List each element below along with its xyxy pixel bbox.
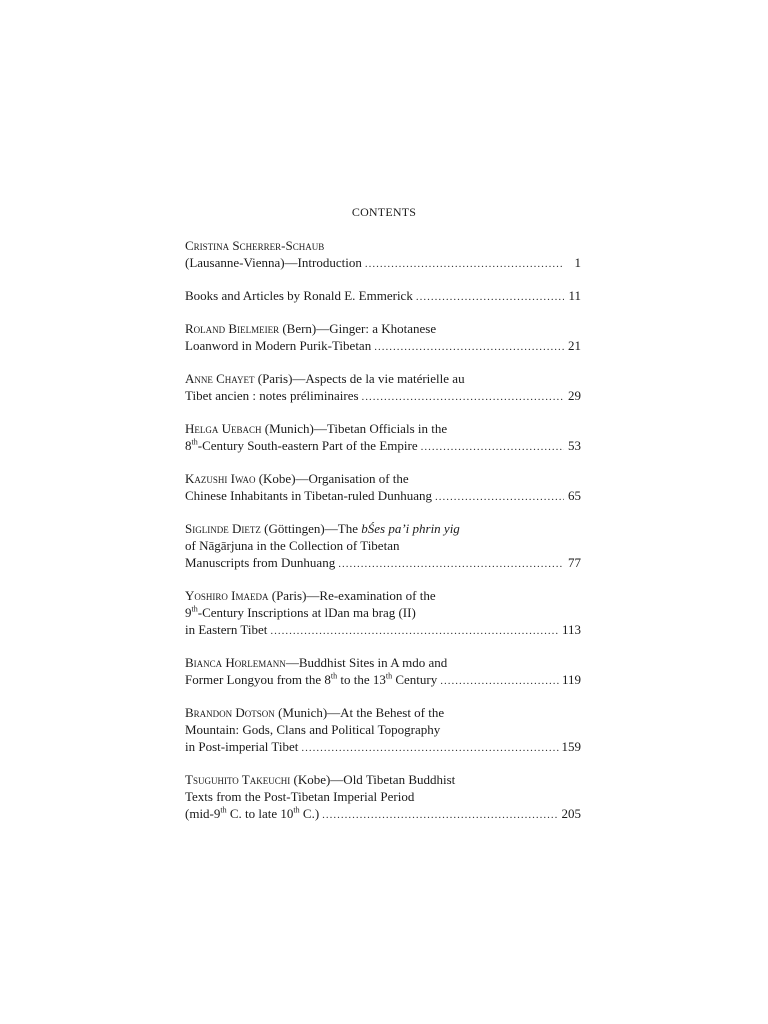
- page-number: 11: [568, 288, 581, 303]
- toc-entry[interactable]: [185, 654, 581, 688]
- toc-entry[interactable]: [185, 704, 581, 755]
- toc-entry[interactable]: [185, 287, 581, 304]
- dot-leader: [322, 807, 558, 824]
- contents-heading: CONTENTS: [351, 205, 417, 219]
- dot-leader: [416, 289, 564, 306]
- toc-entry[interactable]: [185, 320, 581, 354]
- entry-title: (Kobe)—Old Tibetan Buddhist: [290, 772, 456, 787]
- entry-title: (Göttingen)—The: [260, 521, 362, 536]
- entry-title: (Munich)—At the Behest of the: [274, 705, 445, 720]
- entry-title: (Paris)—Aspects de la vie matérielle au: [254, 371, 465, 386]
- dot-leader: [440, 673, 559, 690]
- entry-title: Books and Articles by Ronald E. Emmerick: [185, 288, 413, 303]
- author-name: Roland Bielmeier: [185, 321, 280, 336]
- page-number: 159: [561, 739, 581, 754]
- dot-leader: [374, 339, 564, 356]
- page-number: 119: [561, 672, 581, 687]
- toc-entry[interactable]: [185, 420, 581, 454]
- dot-leader: [362, 389, 564, 406]
- toc-entry[interactable]: [185, 470, 581, 504]
- dot-leader: [435, 489, 564, 506]
- entry-title: Mountain: Gods, Clans and Political Topography: [185, 722, 441, 737]
- page-number: 113: [561, 622, 581, 637]
- toc-entry[interactable]: [185, 370, 581, 404]
- entry-title: (mid-9th C. to late 10th C.): [185, 805, 320, 821]
- entry-title: 9th-Century Inscriptions at lDan ma brag (II): [185, 604, 416, 620]
- page-number: 1: [574, 255, 581, 270]
- page-number: 53: [568, 438, 581, 453]
- author-name: Bianca Horlemann: [185, 655, 286, 670]
- page-number: 21: [568, 338, 581, 353]
- author-name: Tsuguhito Takeuchi: [185, 772, 291, 787]
- entry-title: in Eastern Tibet: [185, 622, 268, 637]
- author-name: Brandon Dotson: [185, 705, 275, 720]
- entry-title: (Paris)—Re-examination of the: [268, 588, 436, 603]
- entry-title: Manuscripts from Dunhuang: [185, 555, 336, 570]
- dot-leader: [301, 740, 558, 757]
- entry-title: 8th-Century South-eastern Part of the Empire: [185, 437, 418, 453]
- toc-entry[interactable]: [185, 237, 581, 271]
- dot-leader: [365, 256, 564, 273]
- table-of-contents: [185, 237, 581, 838]
- page-number: 205: [561, 806, 581, 821]
- dot-leader: [338, 556, 564, 573]
- entry-title: Loanword in Modern Purik-Tibetan: [185, 338, 372, 353]
- author-name: Helga Uebach: [185, 421, 262, 436]
- author-name: Yoshiro Imaeda: [185, 588, 269, 603]
- page-number: 29: [568, 388, 581, 403]
- entry-title: (Bern)—Ginger: a Khotanese: [279, 321, 437, 336]
- entry-title: Chinese Inhabitants in Tibetan-ruled Dunhuang: [185, 488, 432, 503]
- toc-entry[interactable]: [185, 771, 581, 822]
- entry-title: of Nāgārjuna in the Collection of Tibetan: [185, 538, 400, 553]
- page-number: 77: [568, 555, 581, 570]
- author-name: Anne Chayet: [185, 371, 255, 386]
- toc-entry[interactable]: [185, 587, 581, 638]
- entry-title: —Buddhist Sites in A mdo and: [285, 655, 448, 670]
- entry-title: (Munich)—Tibetan Officials in the: [261, 421, 448, 436]
- toc-entry[interactable]: [185, 520, 581, 571]
- dot-leader: [270, 623, 559, 640]
- entry-title: Former Longyou from the 8th to the 13th Century: [185, 671, 438, 687]
- author-name: Siglinde Dietz: [185, 521, 261, 536]
- entry-title: in Post-imperial Tibet: [185, 739, 299, 754]
- entry-title: (Kobe)—Organisation of the: [255, 471, 409, 486]
- entry-title: Texts from the Post-Tibetan Imperial Period: [185, 789, 415, 804]
- entry-title-italic: bŚes pa’i phrin yig: [361, 521, 460, 536]
- author-name: Kazushi Iwao: [185, 471, 256, 486]
- author-name: Cristina Scherrer-Schaub: [185, 238, 325, 253]
- dot-leader: [421, 439, 564, 456]
- entry-title: Tibet ancien : notes préliminaires: [185, 388, 359, 403]
- page-number: 65: [568, 488, 581, 503]
- entry-title: (Lausanne-Vienna)—Introduction: [185, 255, 362, 270]
